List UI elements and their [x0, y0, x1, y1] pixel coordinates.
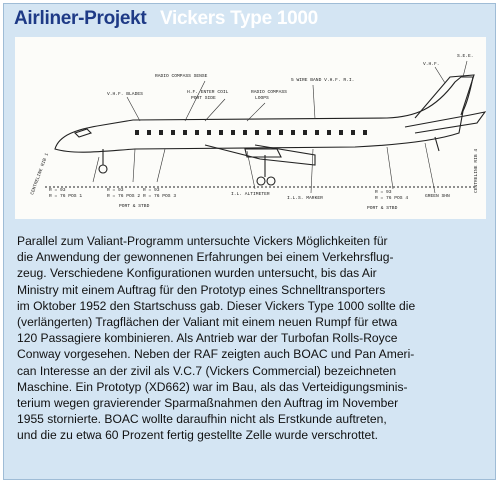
header-bar: [4, 4, 495, 37]
label-loops: LOOPS: [255, 96, 269, 101]
engine-pod: [245, 149, 281, 157]
body-line: can Interesse an der zivil als V.C.7 (Vickers Commercial) bezeichneten: [17, 363, 397, 378]
label-centreline-rib-left: CENTRELINE RIB 1: [30, 152, 50, 196]
info-box: [3, 3, 496, 480]
label-r93-b: R = 93: [107, 188, 124, 193]
label-port-side: PORT SIDE: [191, 96, 216, 101]
body-line: 120 Passagiere kombinieren. Als Antrieb war der Turbofan Rolls-Royce: [17, 331, 398, 346]
label-radio-compass: RADIO COMPASS: [251, 90, 287, 95]
body-line: (verlängerten) Tragflächen der Valiant mit einem neuen Rumpf für etwa: [17, 315, 398, 330]
body-line: im Oktober 1952 den Startschuss gab. Dieser Vickers Type 1000 sollte die: [17, 298, 416, 313]
label-r76-b: R = 76 POS 2: [107, 194, 141, 199]
label-r76-a: R = 76 POS 1: [49, 194, 83, 199]
body-line: 1955 stornierte. BOAC wollte daraufhin nicht als Erstkunde auftreten,: [17, 412, 387, 427]
title-main: Vickers Type 1000: [160, 8, 318, 29]
label-port-stbd: PORT & STBD: [119, 204, 150, 209]
body-line: Ministry mit einem Auftrag für den Prototyp eines Schnelltransporters: [17, 282, 386, 297]
body-line: Maschine. Ein Prototyp (XD662) war im Bau, als das Verteidigungsminis-: [17, 379, 408, 394]
label-il-altimeter: I.L. ALTIMETER: [231, 192, 270, 197]
body-line: Conway vorgesehen. Neben der RAF zeigten auch BOAC und Pan Ameri-: [17, 347, 415, 362]
window-row: [135, 130, 367, 135]
label-ils-marker: I.L.S. MARKER: [287, 196, 323, 201]
label-centreline-rib-right: CENTRELINE RIB 4: [474, 148, 479, 193]
label-port-stbd-2: PORT & STBD: [367, 206, 398, 211]
label-hf-enter-coil: H.F. ENTER COIL: [187, 90, 229, 95]
label-vhf-blades: V.H.F. BLADES: [107, 92, 143, 97]
body-line: die Anwendung der gewonnenen Erfahrungen bei einem Verkehrsflug-: [17, 250, 394, 265]
tail-fin: [415, 75, 474, 118]
label-radio-compass-sense: RADIO COMPASS SENSE: [155, 74, 208, 79]
title-prefix: Airliner-Projekt: [14, 8, 147, 29]
label-r76-d: R = 76 POS 4: [375, 196, 409, 201]
aircraft-svg: [15, 37, 486, 219]
body-text: [17, 233, 487, 444]
label-r93-c: R = 93: [143, 188, 160, 193]
label-r76-c: R = 76 POS 3: [143, 194, 177, 199]
leader-lines: [93, 61, 467, 193]
body-line: terium wegen gravierender Sparmaßnahmen den Auftrag im November: [17, 396, 399, 411]
body-line: zeug. Verschiedene Konfigurationen wurden untersucht, bis das Air: [17, 266, 377, 281]
label-5-wire-band: 5 WIRE BAND V.H.F. R.I.: [291, 78, 355, 83]
label-vhf: V.H.F.: [423, 62, 440, 67]
body-line: und die zu etwa 60 Prozent fertig gestellte Zelle wurde verschrottet.: [17, 428, 378, 443]
label-r93-a: R = 93: [49, 188, 66, 193]
aircraft-drawing: [15, 37, 486, 219]
label-see: S.E.E.: [457, 54, 474, 59]
fuselage-outline: [55, 77, 473, 152]
label-green-shn: GREEN SHN: [425, 194, 450, 199]
body-line: Parallel zum Valiant-Programm untersuchte Vickers Möglichkeiten für: [17, 234, 388, 248]
label-r93-d: R = 93: [375, 190, 392, 195]
